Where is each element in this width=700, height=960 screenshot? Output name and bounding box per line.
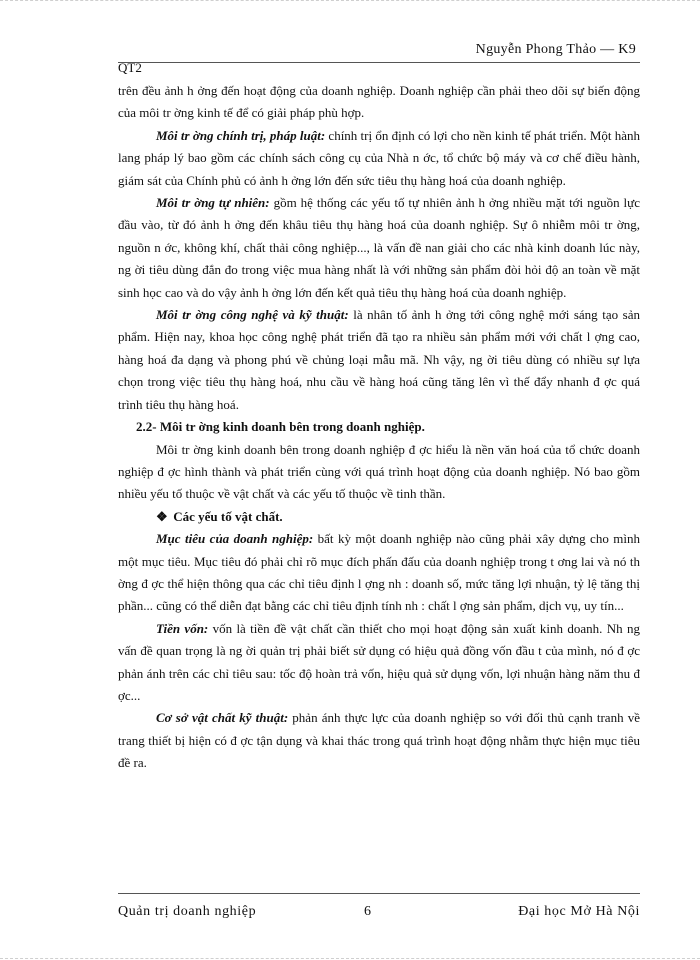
body-capital: vốn là tiền đề vật chất cần thiết cho mọi hoạt động sản xuất kinh doanh. Nh ng vấn đề quan trọng là ng ời quản trị phải biết sử dụng có hiệu quả đồng vốn đầu t của mình, nó đ ợc phản ánh trên các chỉ tiêu sau: tốc độ hoàn trả vốn, hiệu quả sử dụng vốn, lợi nhuận hàng năm thu đ ợc... xyxy=(118,620,640,703)
footer-rule xyxy=(118,893,640,894)
diamond-bullet-icon: ❖ xyxy=(156,508,168,524)
lead-goals: Mục tiêu của doanh nghiệp: xyxy=(156,531,314,547)
footer-page-number: 6 xyxy=(364,904,371,919)
lead-political-legal: Môi tr ờng chính trị, pháp luật: xyxy=(156,127,326,143)
paragraph-internal-environment: Môi tr ờng kinh doanh bên trong doanh nghiệp đ ợc hiểu là nền văn hoá của tổ chức doanh nghiệp đ ợc hình thành và phát triển cùng với quá trình hoạt động của doanh nghiệp. Nó bao gồm nhiều yếu tố thuộc về vật chất và các yếu tố thuộc về tinh thần. xyxy=(118,441,640,502)
paragraph-goals xyxy=(118,528,640,618)
document-body xyxy=(118,80,640,775)
lead-natural: Môi tr ờng tự nhiên: xyxy=(156,195,270,211)
header-author: Nguyễn Phong Thảo — K9 xyxy=(475,42,636,57)
page-footer xyxy=(118,904,640,920)
body-political-legal: chính trị ổn định có lợi cho nền kinh tế phát triển. Một hành lang pháp lý bao gồm các chính sách công cụ của Nhà n ớc, tổ chức bộ máy và cơ chế điều hành, giám sát của Chính phủ có ảnh h ởng lớn đến sức tiêu thụ hàng hoá của doanh nghiệp. xyxy=(118,127,641,188)
paragraph-political-legal xyxy=(118,125,640,192)
footer-course-name: Quản trị doanh nghiệp xyxy=(118,904,257,919)
body-technology: là nhân tố ảnh h ởng tới công nghệ mới sáng tạo sản phẩm. Hiện nay, khoa học công nghệ phát triển đã tạo ra nhiều sản phẩm mới với chất l ợng cao, hàng hoá đa dạng và phong phú về chủng loại mẫu mã. Nh vậy, ng ời tiêu dùng có nhiều sự lựa chọn trong việc tiêu thụ hàng hoá, nhu cầu về hàng hoá cũng tăng lên vì thế đẩy nhanh đ ợc quá trình tiêu thụ hàng hoá. xyxy=(118,307,640,412)
paragraph-capital xyxy=(118,618,640,708)
bullet-heading-label: Các yếu tố vật chất. xyxy=(173,508,283,524)
header-rule xyxy=(118,62,640,63)
body-goals: bất kỳ một doanh nghiệp nào cũng phải xây dựng cho mình một mục tiêu. Mục tiêu đó phải chỉ rõ mục đích phấn đấu của doanh nghiệp trong t ơng lai và nó th ờng đ ợc thể hiện thông qua các chỉ tiêu định l ợng nh : doanh số, mức tăng lợi nhuận, tỷ lệ tăng thị phần... cũng có thể diễn đạt bằng các chỉ tiêu định tính nh : chất l ợng sản phẩm, dịch vụ, uy tín... xyxy=(118,531,640,614)
lead-facilities: Cơ sở vật chất kỹ thuật: xyxy=(156,710,289,726)
page-top-border xyxy=(0,0,700,2)
paragraph-continuation: trên đều ảnh h ởng đến hoạt động của doanh nghiệp. Doanh nghiệp cần phải theo dõi sự biến động của môi tr ờng kinh tế để có giải pháp phù hợp. xyxy=(118,83,640,121)
paragraph-technology xyxy=(118,304,640,416)
bullet-heading xyxy=(118,506,640,528)
section-heading: 2.2- Môi tr ờng kinh doanh bên trong doanh nghiệp. xyxy=(136,419,425,435)
paragraph-facilities xyxy=(118,707,640,774)
paragraph-natural xyxy=(118,192,640,304)
lead-capital: Tiền vốn: xyxy=(156,620,209,636)
footer-university: Đại học Mở Hà Nội xyxy=(518,904,640,919)
body-facilities: phản ánh thực lực của doanh nghiệp so với đối thủ cạnh tranh về trang thiết bị hiện có đ ợc tận dụng và khai thác trong quá trình hoạt động nhằm thực hiện mục tiêu đề ra. xyxy=(118,710,640,771)
header-class-code: QT2 xyxy=(118,60,142,75)
body-natural: gồm hệ thống các yếu tố tự nhiên ảnh h ởng nhiều mặt tới nguồn lực đầu vào, từ đó ảnh h ởng đến khâu tiêu thụ hàng hoá của doanh nghiệp. Sự ô nhiễm môi tr ờng, nguồn n ớc, không khí, chất thải công nghiệp..., là vấn đề nan giải cho các nhà kinh doanh lúc này, ng ời tiêu dùng đắn đo trong việc mua hàng nhất là với những sản phẩm đòi hỏi độ an toàn về mặt sinh học cao và do vậy ảnh h ởng lớn đến kết quả tiêu thụ hàng hoá của doanh nghiệp. xyxy=(118,195,640,300)
lead-technology: Môi tr ờng công nghệ và kỹ thuật: xyxy=(156,307,349,323)
